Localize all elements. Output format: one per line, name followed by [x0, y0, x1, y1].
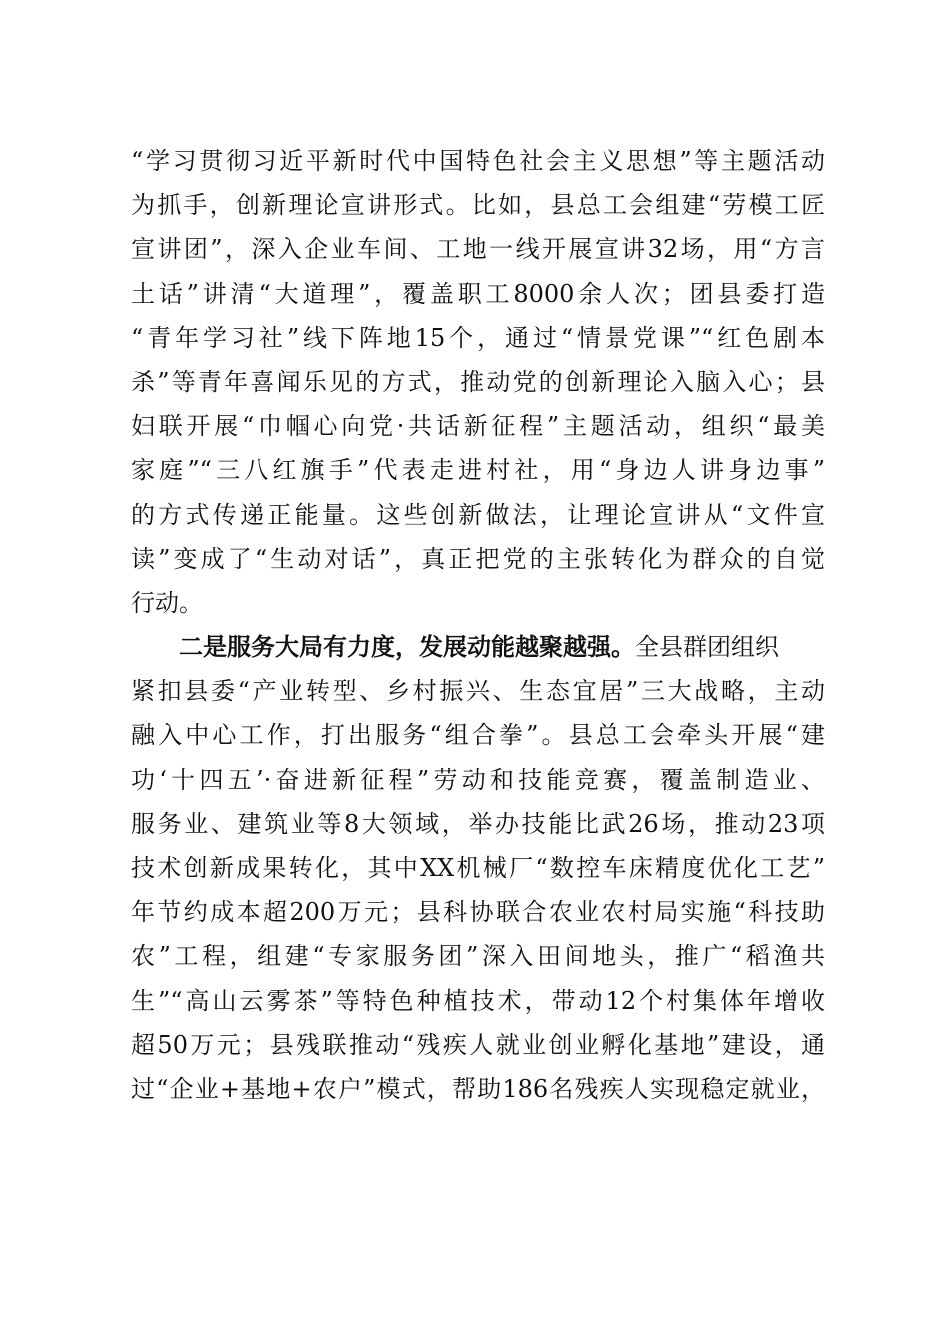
text-line: 过“企业+基地+农户”模式，帮助186名残疾人实现稳定就业，: [131, 1074, 825, 1103]
text-line: 紧扣县委“产业转型、乡村振兴、生态宜居”三大战略，主动: [131, 677, 825, 706]
text-line: 功‘十四五’·奋进新征程”劳动和技能竞赛，覆盖制造业、: [131, 765, 825, 794]
text-line: 生”“高山云雾茶”等特色种植技术，带动12个村集体年增收: [131, 986, 825, 1015]
text-line: 行动。: [131, 588, 203, 617]
text-line: “学习贯彻习近平新时代中国特色社会主义思想”等主题活动: [131, 147, 825, 175]
text-line: 为抓手，创新理论宣讲形式。比如，县总工会组建“劳模工匠: [131, 191, 825, 220]
text-line: 妇联开展“巾帼心向党·共话新征程”主题活动，组织“最美: [131, 412, 825, 441]
text-line: “青年学习社”线下阵地15个，通过“情景党课”“红色剧本: [131, 323, 825, 352]
text-line: 年节约成本超200万元；县科协联合农业农村局实施“科技助: [131, 898, 825, 927]
text-line: 土话”讲清“大道理”，覆盖职工8000余人次；团县委打造: [131, 279, 825, 308]
paragraph-first-line: [131, 625, 825, 669]
text-line: 技术创新成果转化，其中XX机械厂“数控车床精度优化工艺”: [131, 854, 825, 882]
text-line: 宣讲团”，深入企业车间、工地一线开展宣讲32场，用“方言: [131, 235, 825, 264]
text-line: 的方式传递正能量。这些创新做法，让理论宣讲从“文件宣: [131, 500, 825, 529]
text-line: 农”工程，组建“专家服务团”深入田间地头，推广“稻渔共: [131, 942, 825, 971]
text-line: 家庭”“三八红旗手”代表走进村社，用“身边人讲身边事”: [131, 456, 825, 485]
body-text: [131, 139, 825, 1111]
text-line: 超50万元；县残联推动“残疾人就业创业孵化基地”建设，通: [131, 1030, 825, 1059]
text-line: 读”变成了“生动对话”，真正把党的主张转化为群众的自觉: [131, 544, 825, 573]
text-line: 杀”等青年喜闻乐见的方式，推动党的创新理论入脑入心；县: [131, 367, 825, 396]
paragraph-heading: 二是服务大局有力度，发展动能越聚越强。: [179, 632, 635, 662]
text-segment: 全县群团组织: [635, 633, 779, 662]
text-line: 服务业、建筑业等8大领域，举办技能比武26场，推动23项: [131, 809, 825, 838]
text-line: 融入中心工作，打出服务“组合拳”。县总工会牵头开展“建: [131, 721, 825, 750]
